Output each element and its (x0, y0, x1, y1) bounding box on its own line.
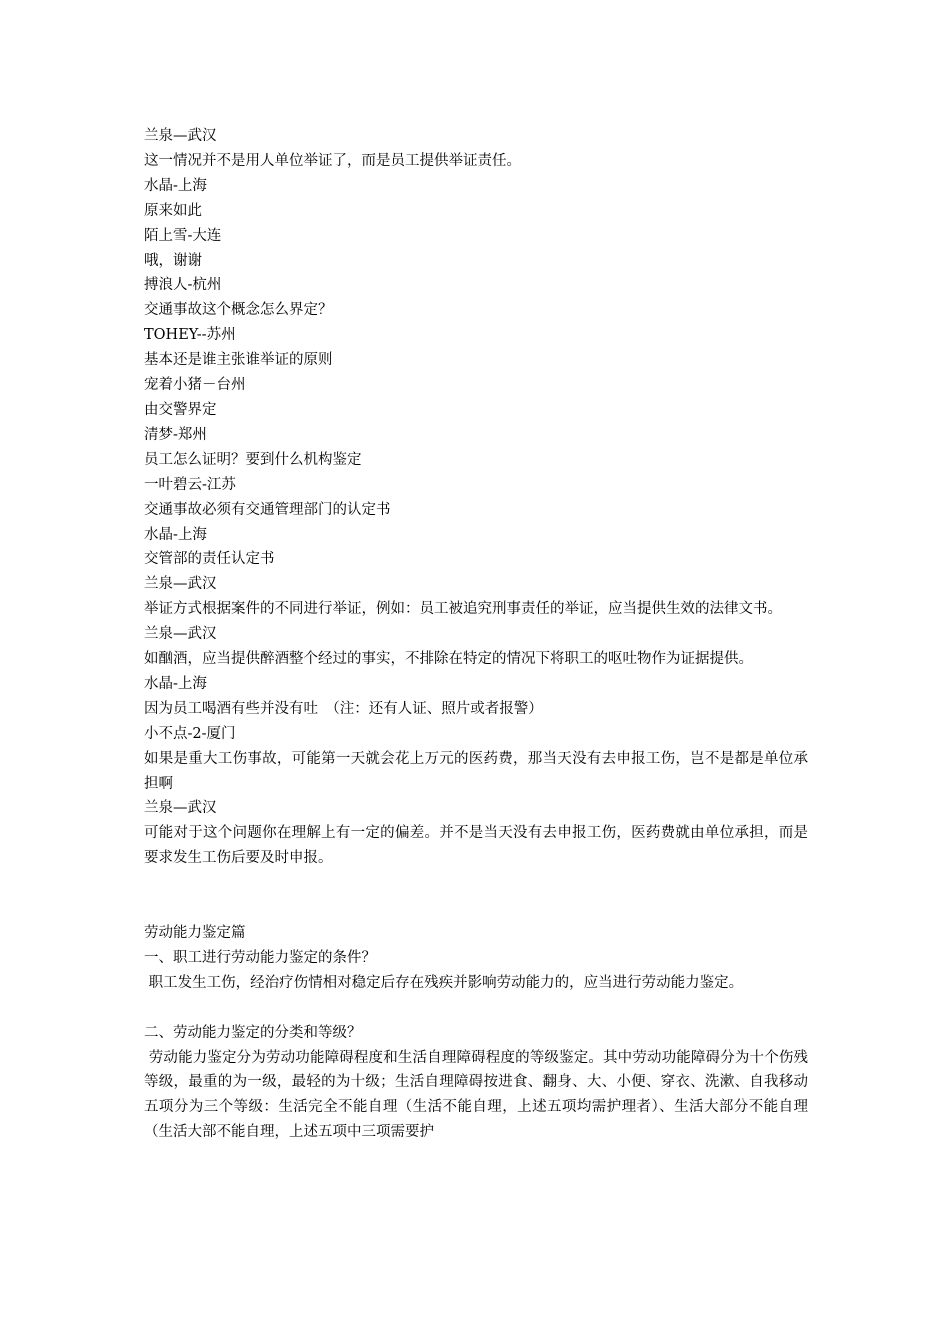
answer-paragraph: 职工发生工伤，经治疗伤情相对稳定后存在残疾并影响劳动能力的，应当进行劳动能力鉴定。 (144, 974, 744, 991)
message-text: 原来如此 (144, 202, 202, 219)
speaker-name: 搏浪人-杭州 (144, 277, 222, 294)
speaker-name: 兰泉—武汉 (144, 626, 217, 643)
question-heading: 二、劳动能力鉴定的分类和等级？ (144, 1024, 362, 1041)
message-text: 交通事故必须有交通管理部门的认定书 (144, 501, 391, 518)
message-text: 由交警界定 (144, 401, 217, 418)
speaker-name: 小不点-2-厦门 (144, 725, 236, 742)
message-text: 员工怎么证明？要到什么机构鉴定 (144, 451, 362, 468)
speaker-name: 水晶-上海 (144, 675, 207, 692)
message-text: 可能对于这个问题你在理解上有一定的偏差。并不是当天没有去申报工伤，医药费就由单位承担，而是要求发生工伤后要及时申报。 (144, 825, 808, 867)
speaker-name: TOHEY--苏州 (144, 327, 236, 344)
answer-paragraph: 劳动能力鉴定分为劳动功能障碍程度和生活自理障碍程度的等级鉴定。其中劳动功能障碍分为十个伤残等级，最重的为一级，最轻的为十级；生活自理障碍按进食、翻身、大、小便、穿衣、洗漱、自我移动五项分为三个等级：生活完全不能自理（生活不能自理，上述五项均需护理者）、生活大部分不能自理（生活大部不能自理，上述五项中三项需要护 (144, 1049, 808, 1141)
message-text: 举证方式根据案件的不同进行举证，例如：员工被追究刑事责任的举证，应当提供生效的法律文书。 (144, 601, 782, 618)
message-text: 如果是重大工伤事故，可能第一天就会花上万元的医药费，那当天没有去申报工伤，岂不是都是单位承担啊 (144, 750, 808, 792)
section-title: 劳动能力鉴定篇 (144, 924, 246, 941)
message-text: 如酗酒，应当提供醉酒整个经过的事实，不排除在特定的情况下将职工的呕吐物作为证据提供。 (144, 651, 753, 668)
speaker-name: 水晶-上海 (144, 526, 207, 543)
message-text: 交通事故这个概念怎么界定？ (144, 302, 333, 319)
speaker-name: 兰泉—武汉 (144, 576, 217, 593)
speaker-name: 清梦-郑州 (144, 426, 207, 443)
message-text: 这一情况并不是用人单位举证了，而是员工提供举证责任。 (144, 152, 521, 169)
message-text: 交管部的责任认定书 (144, 551, 275, 568)
labor-ability-section (144, 921, 808, 1145)
speaker-name: 一叶碧云-江苏 (144, 476, 236, 493)
speaker-name: 陌上雪-大连 (144, 227, 222, 244)
speaker-name: 兰泉—武汉 (144, 128, 217, 144)
blank-space (144, 871, 808, 921)
blank-line (144, 996, 808, 1021)
speaker-name: 水晶-上海 (144, 177, 207, 194)
speaker-name: 兰泉—武汉 (144, 800, 217, 817)
message-text: 基本还是谁主张谁举证的原则 (144, 352, 333, 369)
message-text: 因为员工喝酒有些并没有吐 （注：还有人证、照片或者报警） (144, 700, 543, 717)
question-heading: 一、职工进行劳动能力鉴定的条件？ (144, 949, 376, 966)
speaker-name: 宠着小猪－台州 (144, 377, 246, 394)
chat-transcript (144, 124, 808, 871)
message-text: 哦，谢谢 (144, 252, 202, 269)
document-page (144, 124, 808, 1145)
